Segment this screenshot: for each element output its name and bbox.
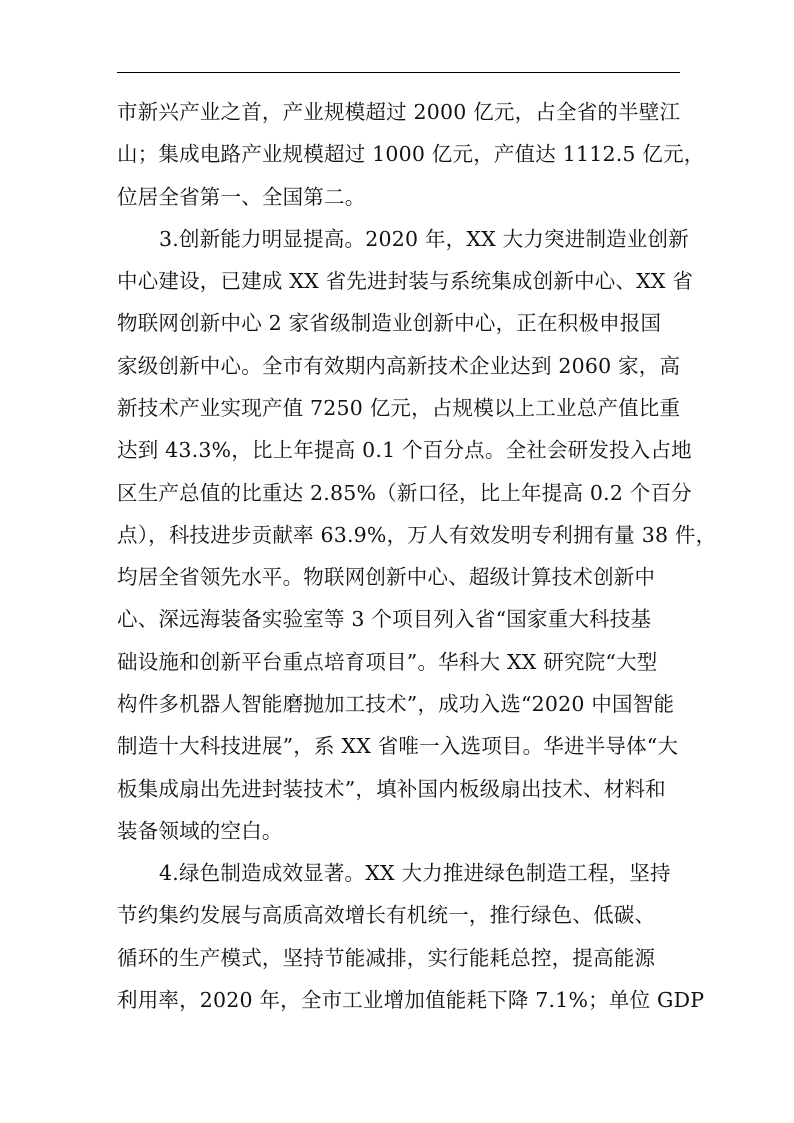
text-line: 家级创新中心。全市有效期内高新技术企业达到 2060 家，高	[117, 354, 681, 378]
text-line: 制造十大科技进展”，系 XX 省唯一入选项目。华进半导体“大	[117, 734, 679, 758]
text-line: 位居全省第一、全国第二。	[117, 185, 366, 209]
text-line: 物联网创新中心 2 家省级制造业创新中心，正在积极申报国	[117, 311, 662, 335]
text-line: 区生产总值的比重达 2.85%（新口径，比上年提高 0.2 个百分	[117, 481, 692, 505]
text-line: 构件多机器人智能磨抛加工技术”，成功入选“2020 中国智能	[117, 692, 675, 716]
paragraph-start-innovation: 3.创新能力明显提高。2020 年，XX 大力突进制造业创新	[159, 227, 689, 251]
text-line: 山；集成电路产业规模超过 1000 亿元，产值达 1112.5 亿元，	[117, 142, 705, 166]
text-line: 装备领域的空白。	[117, 819, 283, 843]
text-line: 节约集约发展与高质高效增长有机统一，推行绿色、低碳、	[117, 903, 656, 927]
header-rule	[117, 72, 680, 73]
text-line: 心、深远海装备实验室等 3 个项目列入省“国家重大科技基	[117, 607, 652, 631]
text-line: 新技术产业实现产值 7250 亿元，占规模以上工业总产值比重	[117, 396, 681, 420]
text-line: 中心建设，已建成 XX 省先进封装与系统集成创新中心、XX 省	[117, 269, 694, 293]
text-line: 础设施和创新平台重点培育项目”。华科大 XX 研究院“大型	[117, 650, 658, 674]
text-line: 点），科技进步贡献率 63.9%，万人有效发明专利拥有量 38 件，	[117, 523, 717, 547]
text-line: 达到 43.3%，比上年提高 0.1 个百分点。全社会研发投入占地	[117, 438, 692, 462]
text-line: 均居全省领先水平。物联网创新中心、超级计算技术创新中	[117, 565, 656, 589]
text-line: 板集成扇出先进封装技术”，填补国内板级扇出技术、材料和	[117, 777, 666, 801]
text-line: 利用率，2020 年，全市工业增加值能耗下降 7.1%；单位 GDP	[117, 988, 705, 1012]
text-line: 循环的生产模式，坚持节能减排，实行能耗总控，提高能源	[117, 946, 656, 970]
paragraph-start-green-manufacturing: 4.绿色制造成效显著。XX 大力推进绿色制造工程，坚持	[159, 861, 671, 885]
text-line: 市新兴产业之首，产业规模超过 2000 亿元，占全省的半壁江	[117, 100, 681, 124]
